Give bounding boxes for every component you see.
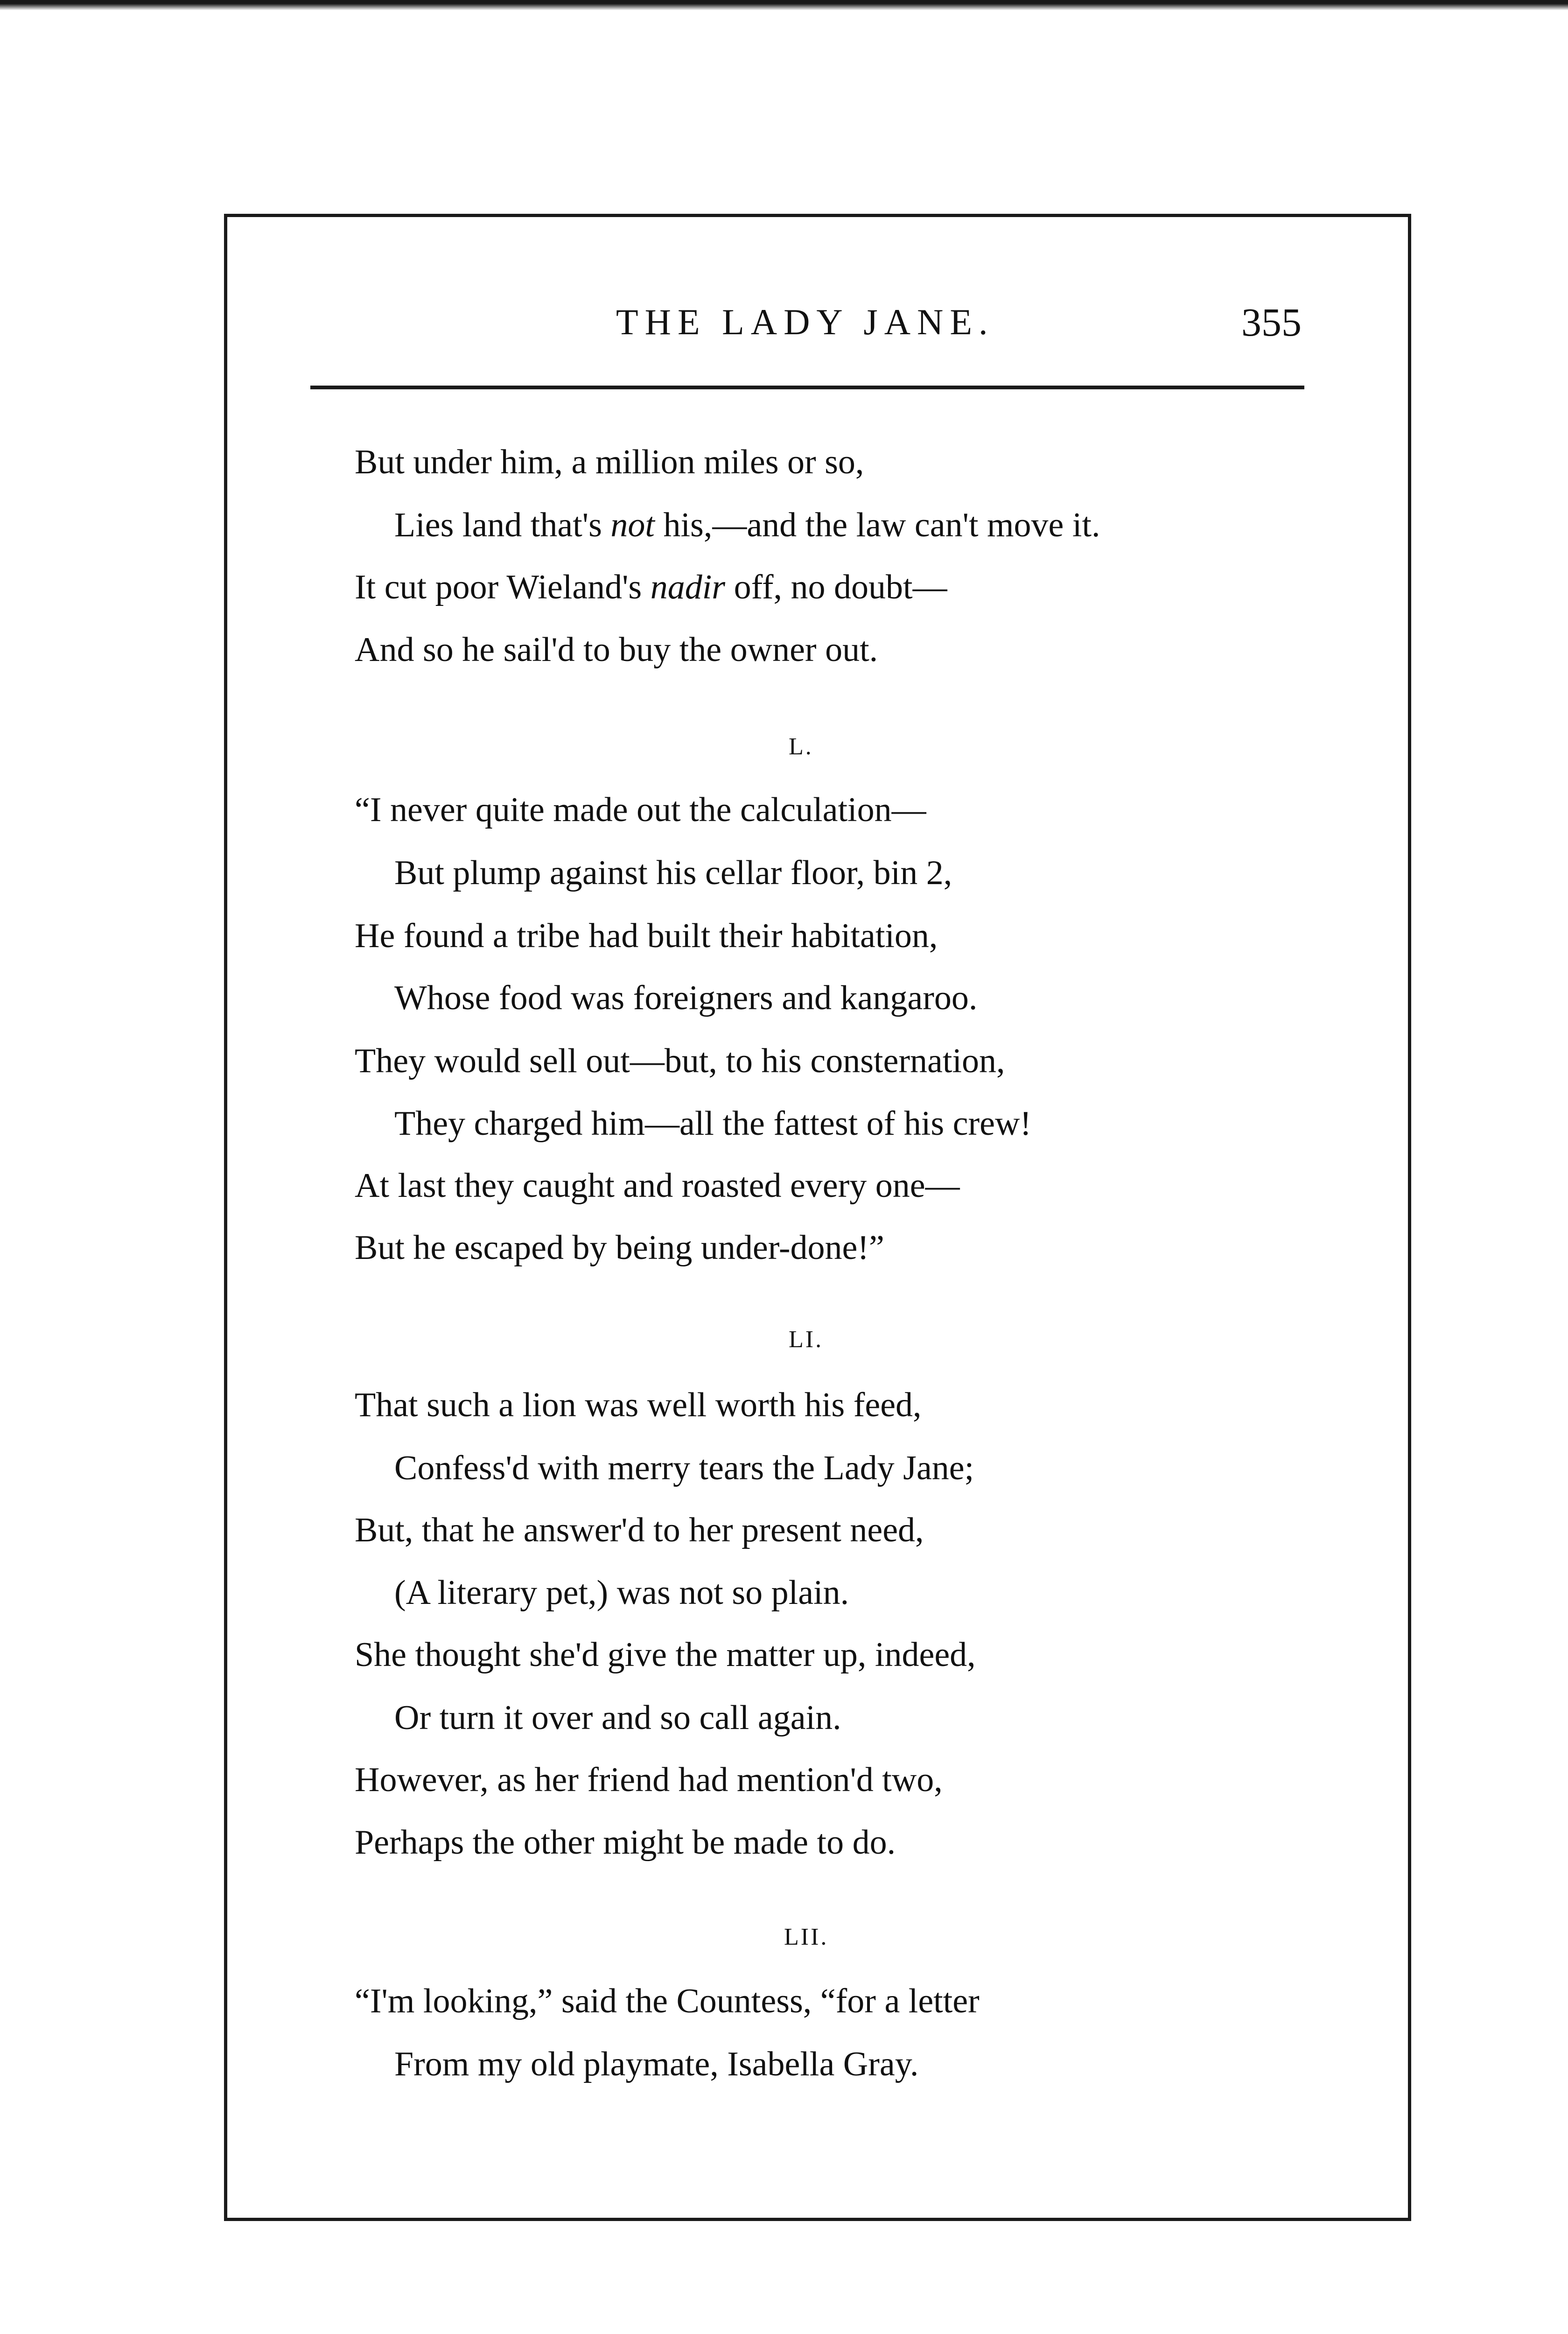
verse-line: But under him, a million miles or so, bbox=[355, 443, 864, 481]
verse-line: “I'm looking,” said the Countess, “for a letter bbox=[355, 1982, 980, 2020]
verse-line: She thought she'd give the matter up, indeed, bbox=[355, 1636, 976, 1674]
verse-line: And so he sail'd to buy the owner out. bbox=[355, 631, 878, 669]
verse-line: However, as her friend had mention'd two, bbox=[355, 1761, 943, 1799]
verse-line: But, that he answer'd to her present need, bbox=[355, 1511, 924, 1549]
stanza-numeral: LI. bbox=[789, 1326, 824, 1353]
verse-line: Lies land that's not his,—and the law can't move it. bbox=[394, 506, 1100, 544]
verse-line: At last they caught and roasted every one— bbox=[355, 1167, 960, 1205]
verse-line: He found a tribe had built their habitation, bbox=[355, 917, 938, 955]
verse-line: That such a lion was well worth his feed, bbox=[355, 1386, 922, 1424]
stanza-numeral: L. bbox=[789, 733, 813, 760]
header-rule bbox=[310, 386, 1304, 389]
scan-top-edge bbox=[0, 0, 1568, 10]
verse-line: From my old playmate, Isabella Gray. bbox=[394, 2045, 919, 2083]
verse-line: Confess'd with merry tears the Lady Jane; bbox=[394, 1449, 974, 1487]
page-number: 355 bbox=[1241, 300, 1302, 344]
verse-line: But plump against his cellar floor, bin 2, bbox=[394, 854, 952, 892]
verse-line: Whose food was foreigners and kangaroo. bbox=[394, 979, 978, 1017]
running-title: THE LADY JANE. bbox=[616, 302, 994, 342]
stanza-numeral: LII. bbox=[784, 1924, 829, 1950]
verse-line: (A literary pet,) was not so plain. bbox=[394, 1574, 849, 1612]
verse-line: They charged him—all the fattest of his crew! bbox=[394, 1104, 1032, 1143]
verse-line: They would sell out—but, to his consternation, bbox=[355, 1042, 1005, 1080]
verse-line: Perhaps the other might be made to do. bbox=[355, 1823, 896, 1862]
verse-line: “I never quite made out the calculation— bbox=[355, 791, 926, 829]
verse-line: But he escaped by being under-done!” bbox=[355, 1229, 884, 1267]
verse-line: It cut poor Wieland's nadir off, no doubt— bbox=[355, 568, 947, 606]
verse-line: Or turn it over and so call again. bbox=[394, 1699, 841, 1737]
running-header bbox=[0, 294, 1568, 350]
